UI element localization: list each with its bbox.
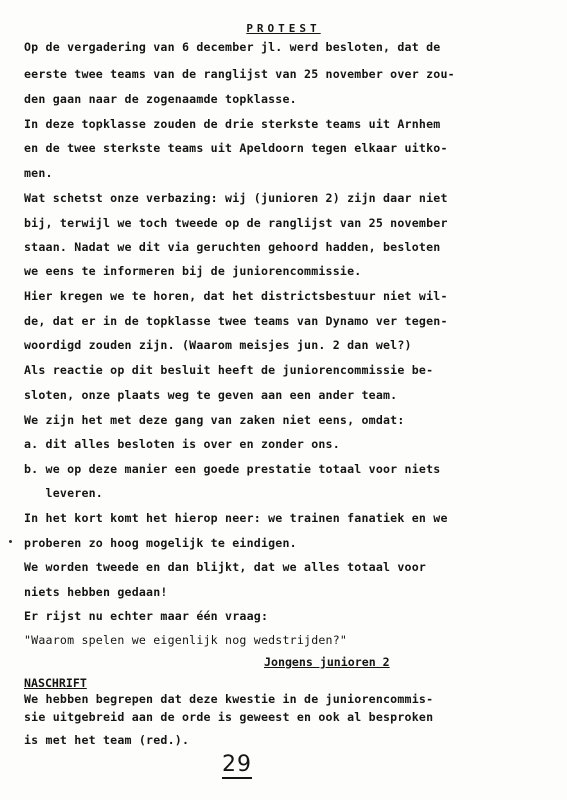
body-line-14: Als reactie op dit besluit heeft de juniorencommissie be- (24, 363, 434, 377)
naschrift-heading: NASCHRIFT (24, 676, 87, 690)
body-line-12: de, dat er in de topklasse twee teams van Dynamo ver tegen- (24, 314, 448, 328)
body-line-19: We worden tweede en dan blijkt, dat we alles totaal voor (24, 560, 427, 574)
document-title: PROTEST (246, 22, 321, 35)
body-line-2: eerste twee teams van de ranglijst van 25 november over zou- (24, 67, 455, 81)
body-line-15: sloten, onze plaats weg te geven aan een ander team. (24, 388, 398, 402)
body-line-5: en de twee sterkste teams uit Apeldoorn tegen elkaar uitko- (24, 141, 448, 155)
body-line-17: In het kort komt het hierop neer: we trainen fanatiek en we (24, 511, 448, 525)
naschrift-line-2: sie uitgebreid aan de orde is geweest en ook al besproken (24, 710, 434, 724)
signature: Jongens junioren 2 (264, 655, 390, 669)
body-line-1: Op de vergadering van 6 december jl. werd besloten, dat de (24, 40, 441, 54)
body-line-10: we eens te informeren bij de juniorencommissie. (24, 264, 362, 278)
body-line-20: niets hebben gedaan! (24, 585, 168, 599)
body-line-11: Hier kregen we te horen, dat het districtsbestuur niet wil- (24, 289, 448, 303)
body-line-8: bij, terwijl we toch tweede op de ranglijst van 25 november (24, 216, 448, 230)
body-line-13: woordigd zouden zijn. (Waarom meisjes jun. 2 dan wel?) (24, 338, 412, 352)
body-line-16: We zijn het met deze gang van zaken niet eens, omdat: (24, 413, 405, 427)
list-item-b: b. we op deze manier een goede prestatie totaal voor niets (24, 462, 441, 476)
body-line-4: In deze topklasse zouden de drie sterkste teams uit Arnhem (24, 117, 441, 131)
page-number: 29 (222, 752, 252, 777)
body-line-3: den gaan naar de zogenaamde topklasse. (24, 92, 297, 106)
list-item-a: a. dit alles besloten is over en zonder ons. (24, 437, 340, 451)
body-line-9: staan. Nadat we dit via geruchten gehoord hadden, besloten (24, 240, 441, 254)
body-line-18: proberen zo hoog mogelijk te eindigen. (24, 536, 297, 550)
body-line-21: Er rijst nu echter maar één vraag: (24, 609, 269, 623)
naschrift-line-1: We hebben begrepen dat deze kwestie in de juniorencommis- (24, 692, 434, 706)
body-line-7: Wat schetst onze verbazing: wij (junioren 2) zijn daar niet (24, 191, 448, 205)
naschrift-line-3: is met het team (red.). (24, 733, 190, 747)
body-line-22: "Waarom spelen we eigenlijk nog wedstrijden?" (24, 633, 348, 647)
list-item-b-cont: leveren. (24, 486, 103, 500)
stray-dot-mark (9, 540, 12, 543)
body-line-6: men. (24, 166, 53, 180)
